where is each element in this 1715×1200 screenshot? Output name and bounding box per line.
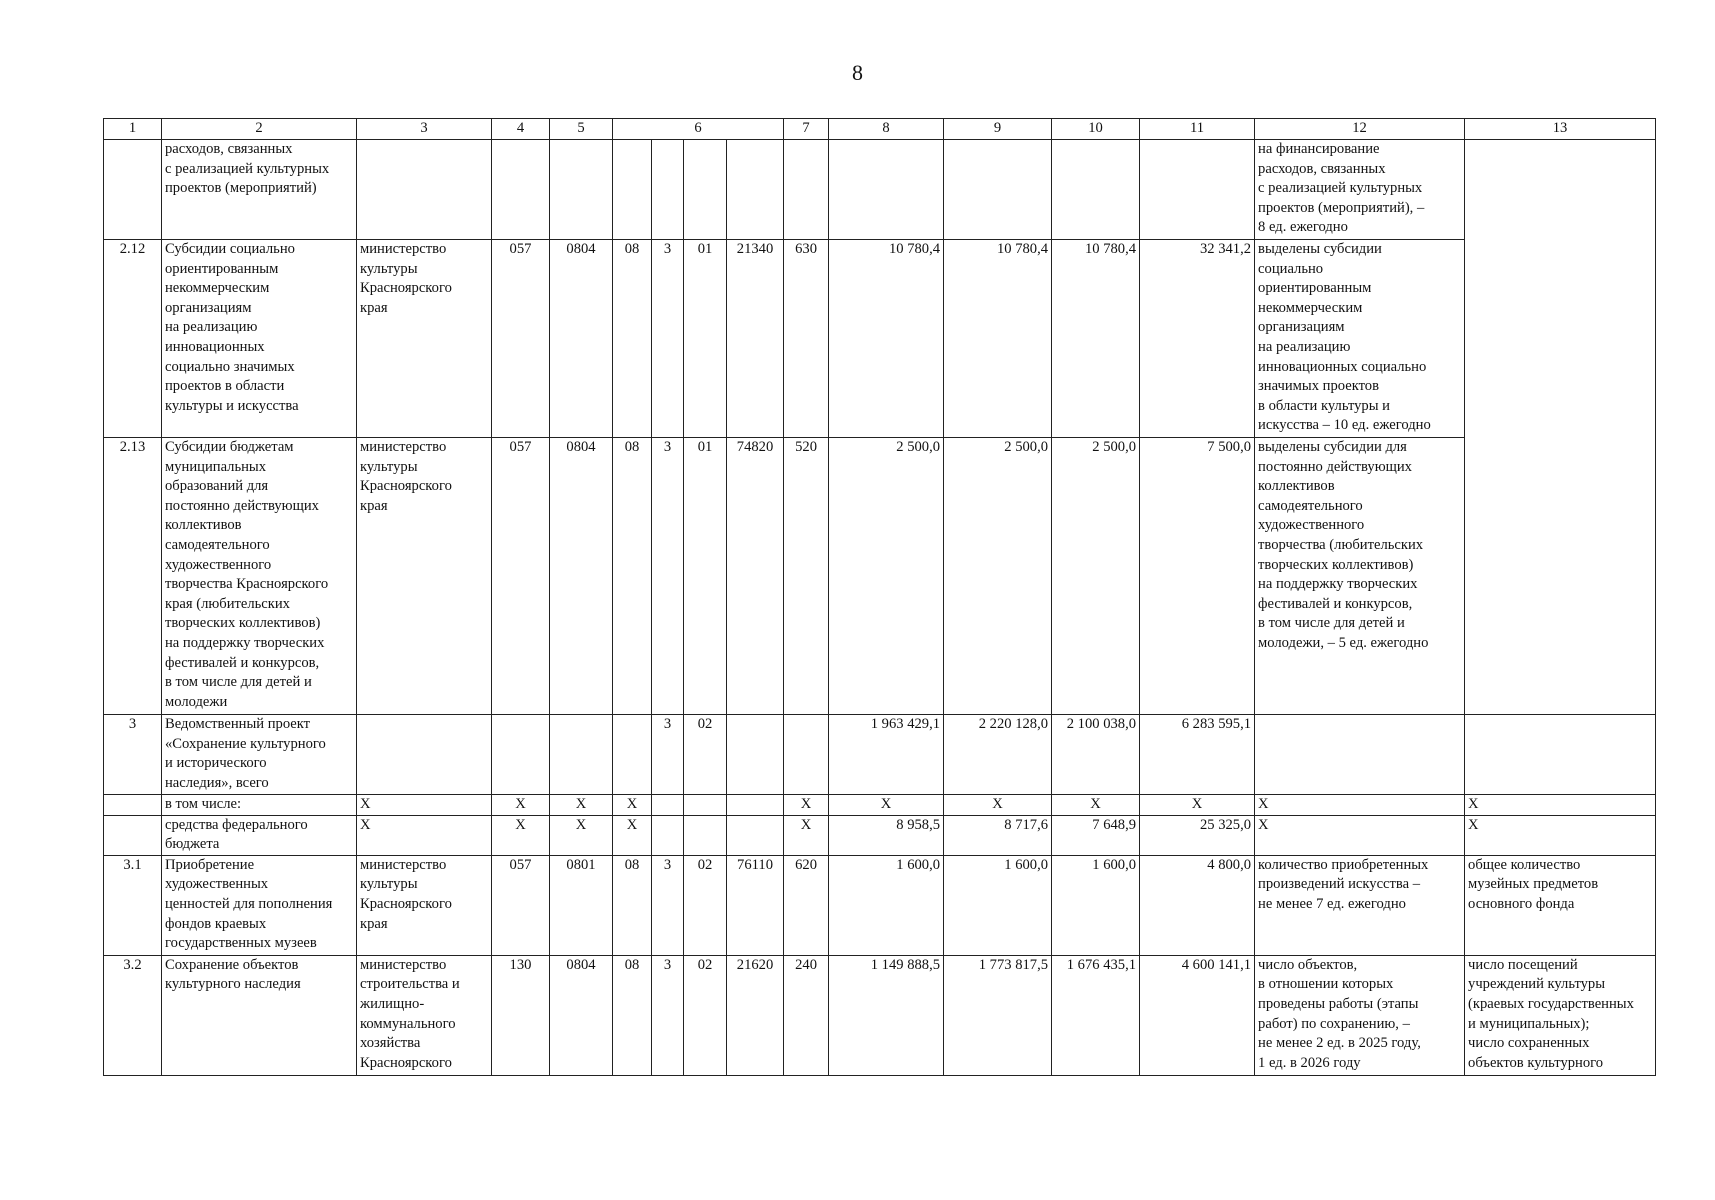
row-number [104, 815, 162, 855]
agency: министерство строительства и жилищно- коммунального хозяйства Красноярского [357, 955, 492, 1075]
amount-total: 6 283 595,1 [1140, 715, 1255, 795]
x-mark: X [784, 795, 829, 816]
header-cell: 11 [1140, 119, 1255, 140]
row-number: 3 [104, 715, 162, 795]
agency [357, 140, 492, 240]
item-name: Субсидии социально ориентированным некоммерческим организациям на реализацию инновационных социально значимых проектов в области культуры и искусства [162, 240, 357, 438]
row-number [104, 795, 162, 816]
item-name: Приобретение художественных ценностей для пополнения фондов краевых государственных музеев [162, 855, 357, 955]
table-row [104, 715, 1656, 795]
vr-cell: 630 [784, 240, 829, 438]
indicator-cell: число посещений учреждений культуры (краевых государственных и муниципальных); число сохраненных объектов культурного [1465, 955, 1656, 1075]
csr-cell [727, 795, 784, 816]
amount-2026: 8 717,6 [944, 815, 1052, 855]
header-cell: 10 [1052, 119, 1140, 140]
item-name: Ведомственный проект «Сохранение культурного и исторического наследия», всего [162, 715, 357, 795]
table-row [104, 855, 1656, 955]
header-cell: 2 [162, 119, 357, 140]
grbs-cell: 057 [492, 438, 550, 715]
amount-total: 4 800,0 [1140, 855, 1255, 955]
amount-2027: 2 500,0 [1052, 438, 1140, 715]
csr-cell: 21620 [727, 955, 784, 1075]
item-name: Субсидии бюджетам муниципальных образований для постоянно действующих коллективов самодеятельного художественного творчества Красноярского края (любительских творческих коллективов) на поддержку творческих фестивалей и конкурсов, в том числе для детей и молодежи [162, 438, 357, 715]
indicator-cell [1465, 715, 1656, 795]
rzpr-cell: 0801 [550, 855, 613, 955]
csr-cell [727, 815, 784, 855]
x-mark: X [357, 795, 492, 816]
expected-result [1255, 715, 1465, 795]
csr-cell: 02 [684, 955, 727, 1075]
table-row [104, 815, 1656, 855]
csr-cell: 08 [613, 240, 652, 438]
csr-cell: 3 [652, 715, 684, 795]
amount-total: 25 325,0 [1140, 815, 1255, 855]
rzpr-cell: 0804 [550, 438, 613, 715]
amount-2026: 2 500,0 [944, 438, 1052, 715]
amount-2026: 1 600,0 [944, 855, 1052, 955]
row-number: 3.2 [104, 955, 162, 1075]
amount-2025 [829, 140, 944, 240]
table-row [104, 438, 1656, 715]
amount-2025: 2 500,0 [829, 438, 944, 715]
csr-cell [727, 715, 784, 795]
table-row [104, 955, 1656, 1075]
csr-cell: 02 [684, 855, 727, 955]
csr-cell: 74820 [727, 438, 784, 715]
csr-cell: 76110 [727, 855, 784, 955]
header-cell: 13 [1465, 119, 1656, 140]
x-mark: X [1052, 795, 1140, 816]
csr-cell: 08 [613, 955, 652, 1075]
header-cell: 4 [492, 119, 550, 140]
table-row [104, 140, 1656, 240]
x-mark: X [1255, 815, 1465, 855]
row-number: 2.13 [104, 438, 162, 715]
csr-cell [652, 795, 684, 816]
amount-total: 32 341,2 [1140, 240, 1255, 438]
csr-cell [613, 140, 652, 240]
header-cell: 9 [944, 119, 1052, 140]
header-cell: 1 [104, 119, 162, 140]
amount-2027: 1 676 435,1 [1052, 955, 1140, 1075]
csr-cell [727, 140, 784, 240]
amount-total: 7 500,0 [1140, 438, 1255, 715]
indicator-cell [1465, 140, 1656, 715]
item-name: Сохранение объектов культурного наследия [162, 955, 357, 1075]
header-cell: 3 [357, 119, 492, 140]
vr-cell [784, 140, 829, 240]
row-number [104, 140, 162, 240]
vr-cell: 240 [784, 955, 829, 1075]
csr-cell: 21340 [727, 240, 784, 438]
amount-2026: 1 773 817,5 [944, 955, 1052, 1075]
expected-result: количество приобретенных произведений искусства – не менее 7 ед. ежегодно [1255, 855, 1465, 955]
item-name: расходов, связанных с реализацией культурных проектов (мероприятий) [162, 140, 357, 240]
x-mark: X [357, 815, 492, 855]
amount-2025: 1 149 888,5 [829, 955, 944, 1075]
vr-cell: 620 [784, 855, 829, 955]
csr-cell: 08 [613, 855, 652, 955]
csr-cell: 3 [652, 438, 684, 715]
amount-total: 4 600 141,1 [1140, 955, 1255, 1075]
rzpr-cell: 0804 [550, 955, 613, 1075]
grbs-cell: 130 [492, 955, 550, 1075]
amount-2027: 2 100 038,0 [1052, 715, 1140, 795]
vr-cell: 520 [784, 438, 829, 715]
csr-cell [684, 140, 727, 240]
x-mark: X [492, 815, 550, 855]
csr-cell [652, 815, 684, 855]
budget-table [103, 118, 1656, 1076]
rzpr-cell [550, 715, 613, 795]
csr-cell: 08 [613, 438, 652, 715]
amount-2026: 10 780,4 [944, 240, 1052, 438]
expected-result: выделены субсидии социально ориентированным некоммерческим организациям на реализацию инновационных социально значимых проектов в области культуры и искусства – 10 ед. ежегодно [1255, 240, 1465, 438]
x-mark: X [613, 795, 652, 816]
grbs-cell: 057 [492, 855, 550, 955]
header-row [104, 119, 1656, 140]
rzpr-cell: 0804 [550, 240, 613, 438]
csr-cell: 3 [652, 240, 684, 438]
item-name: в том числе: [162, 795, 357, 816]
expected-result: выделены субсидии для постоянно действующих коллективов самодеятельного художественного творчества (любительских творческих коллективов) на поддержку творческих фестивалей и конкурсов, в том числе для детей и молодежи, – 5 ед. ежегодно [1255, 438, 1465, 715]
header-cell: 6 [613, 119, 784, 140]
indicator-cell: общее количество музейных предметов основного фонда [1465, 855, 1656, 955]
csr-cell [613, 715, 652, 795]
amount-2025: 8 958,5 [829, 815, 944, 855]
amount-2025: 10 780,4 [829, 240, 944, 438]
amount-2027: 10 780,4 [1052, 240, 1140, 438]
csr-cell: 3 [652, 955, 684, 1075]
grbs-cell [492, 140, 550, 240]
csr-cell: 02 [684, 715, 727, 795]
x-mark: X [550, 795, 613, 816]
agency: министерство культуры Красноярского края [357, 855, 492, 955]
table-row [104, 240, 1656, 438]
grbs-cell: 057 [492, 240, 550, 438]
csr-cell [684, 795, 727, 816]
csr-cell: 01 [684, 240, 727, 438]
rzpr-cell [550, 140, 613, 240]
csr-cell [684, 815, 727, 855]
header-cell: 12 [1255, 119, 1465, 140]
csr-cell [652, 140, 684, 240]
agency: министерство культуры Красноярского края [357, 438, 492, 715]
x-mark: X [1140, 795, 1255, 816]
agency: министерство культуры Красноярского края [357, 240, 492, 438]
csr-cell: 3 [652, 855, 684, 955]
csr-cell: 01 [684, 438, 727, 715]
amount-2027: 7 648,9 [1052, 815, 1140, 855]
x-mark: X [829, 795, 944, 816]
amount-total [1140, 140, 1255, 240]
x-mark: X [1465, 815, 1656, 855]
agency [357, 715, 492, 795]
x-mark: X [944, 795, 1052, 816]
expected-result: на финансирование расходов, связанных с реализацией культурных проектов (мероприятий), – 8 ед. ежегодно [1255, 140, 1465, 240]
amount-2025: 1 600,0 [829, 855, 944, 955]
header-cell: 8 [829, 119, 944, 140]
header-cell: 7 [784, 119, 829, 140]
header-cell: 5 [550, 119, 613, 140]
x-mark: X [550, 815, 613, 855]
amount-2027 [1052, 140, 1140, 240]
row-number: 3.1 [104, 855, 162, 955]
x-mark: X [492, 795, 550, 816]
amount-2027: 1 600,0 [1052, 855, 1140, 955]
item-name: средства федерального бюджета [162, 815, 357, 855]
amount-2026: 2 220 128,0 [944, 715, 1052, 795]
amount-2025: 1 963 429,1 [829, 715, 944, 795]
amount-2026 [944, 140, 1052, 240]
page-number: 8 [852, 60, 863, 85]
grbs-cell [492, 715, 550, 795]
table-row [104, 795, 1656, 816]
vr-cell [784, 715, 829, 795]
x-mark: X [1465, 795, 1656, 816]
x-mark: X [1255, 795, 1465, 816]
expected-result: число объектов, в отношении которых проведены работы (этапы работ) по сохранению, – не менее 2 ед. в 2025 году, 1 ед. в 2026 году [1255, 955, 1465, 1075]
x-mark: X [613, 815, 652, 855]
row-number: 2.12 [104, 240, 162, 438]
x-mark: X [784, 815, 829, 855]
